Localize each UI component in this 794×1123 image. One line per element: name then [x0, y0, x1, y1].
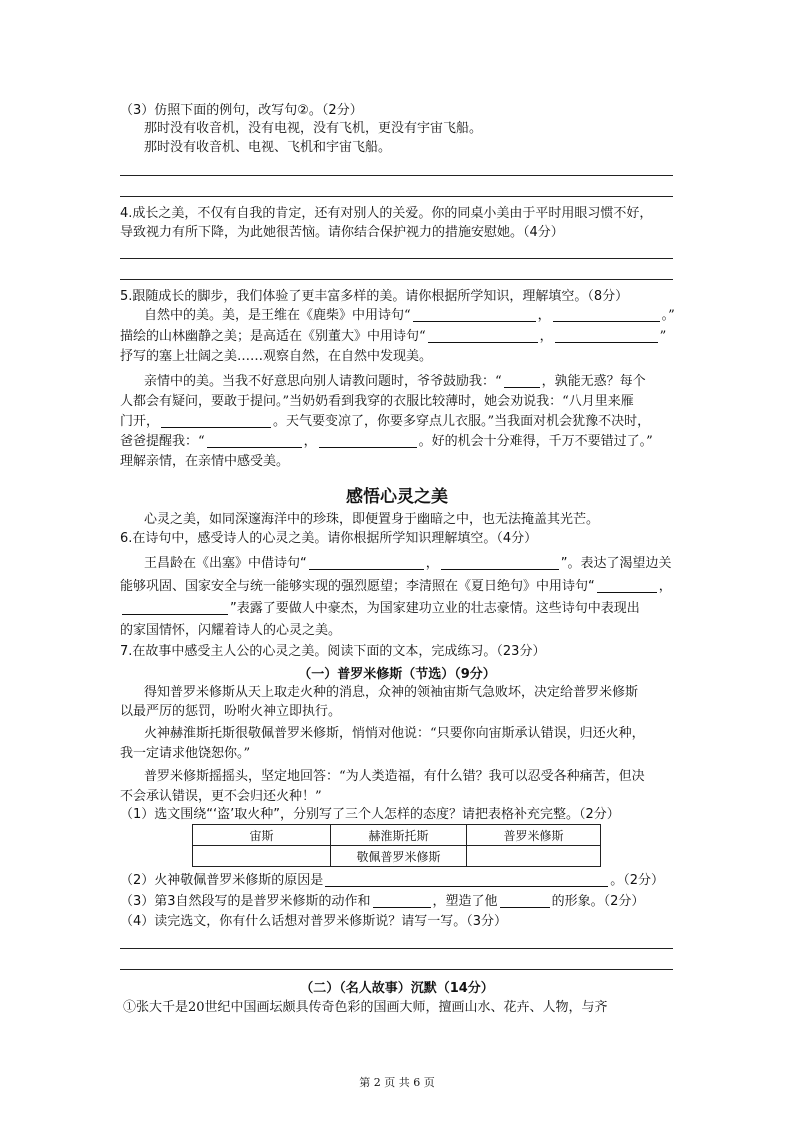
- q6-line-3: [120, 578, 672, 596]
- fill-blank[interactable]: [413, 307, 536, 322]
- q6-line-2: [144, 555, 672, 573]
- q7-p3a: 普罗米修斯摇摇头，坚定地回答：“为人类造福，有什么错？我可以忍受各种痛苦，但决: [144, 769, 645, 784]
- q5-text: ，: [537, 308, 551, 323]
- answer-line[interactable]: [120, 279, 673, 280]
- q5-text: 门开，: [120, 414, 160, 429]
- fill-blank[interactable]: [428, 328, 538, 343]
- q5-line-1: 5.跟随成长的脚步，我们体验了更丰富多样的美。请你根据所学知识，理解填空。（8分）: [120, 289, 629, 304]
- q6-text: ，: [658, 579, 672, 594]
- fill-blank[interactable]: [500, 893, 550, 908]
- fill-blank[interactable]: [161, 413, 271, 428]
- part1-title: （一）普罗米修斯（节选）（9分）: [298, 667, 496, 682]
- q7-p1a: 得知普罗米修斯从天上取走火种的消息，众神的领袖宙斯气急败坏，决定给普罗米修斯: [144, 685, 639, 700]
- q5-line-8: [120, 433, 653, 451]
- q7-text: （2）火神敬佩普罗米修斯的原因是: [120, 873, 324, 888]
- answer-line[interactable]: [120, 196, 673, 197]
- q7-text: 。（2分）: [610, 873, 665, 888]
- fill-blank[interactable]: [504, 373, 540, 388]
- q7-p4: ①张大千是20世纪中国画坛颇具传奇色彩的国画大师，擅画山水、花卉、人物，与齐: [123, 1000, 608, 1015]
- q7-p2a: 火神赫淮斯托斯很敬佩普罗米修斯，悄悄对他说：“只要你向宙斯承认错误，归还火种，: [144, 726, 645, 741]
- page-footer: 第 2 页 共 6 页: [359, 1076, 435, 1089]
- q5-text: 描绘的山林幽静之美；是高适在《别董大》中用诗句“: [120, 329, 426, 344]
- q7-sub-1: （1）选文围绕“‘盗’取火种”，分别写了三个人怎样的态度？请把表格补充完整。（2分）: [120, 807, 620, 822]
- fill-blank[interactable]: [373, 893, 431, 908]
- q7-sub-3: [120, 893, 644, 911]
- fill-blank[interactable]: [319, 433, 417, 448]
- q6-line-5: 的家国情怀，闪耀着诗人的心灵之美。: [120, 623, 342, 638]
- q5-line-7: [120, 413, 650, 431]
- answer-line[interactable]: [120, 258, 673, 259]
- q7-text: 的形象。（2分）: [551, 894, 645, 909]
- q5-text: ，孰能无惑？每个: [541, 374, 646, 389]
- q5-text: 自然中的美。美，是王维在《鹿柴》中用诗句“: [144, 308, 411, 323]
- table-header-hephaestus: 赫淮斯托斯: [331, 825, 467, 846]
- q5-line-5: [144, 373, 646, 391]
- section-title: 感悟心灵之美: [346, 487, 448, 507]
- q5-text: 。天气要变凉了，你要多穿点儿衣服。”当我面对机会犹豫不决时，: [273, 414, 651, 429]
- q5-text: ，: [539, 329, 553, 344]
- q7-line-1: 7.在故事中感受主人公的心灵之美。阅读下面的文本，完成练习。（23分）: [120, 644, 546, 659]
- q5-line-3: [120, 328, 666, 346]
- table-cell-answer[interactable]: [467, 846, 601, 867]
- fill-blank[interactable]: [597, 578, 657, 593]
- q5-text: 爸爸提醒我：“: [120, 434, 205, 449]
- answer-line[interactable]: [120, 969, 673, 970]
- q7-p2b: 我一定请求他饶恕你。”: [120, 746, 251, 761]
- q5-text: ，: [303, 434, 317, 449]
- q6-text: ，: [425, 556, 439, 571]
- table-row: [193, 825, 601, 846]
- table-cell-answer[interactable]: [193, 846, 331, 867]
- q5-line-2: [144, 307, 675, 325]
- answer-line[interactable]: [120, 948, 673, 949]
- q6-text: 王昌龄在《出塞》中借诗句“: [144, 556, 307, 571]
- table-row: [193, 846, 601, 867]
- q7-p1b: 以最严厉的惩罚，吩咐火神立即执行。: [120, 704, 342, 719]
- section-intro: 心灵之美，如同深邃海洋中的珍珠，即便置身于幽暗之中，也无法掩盖其光芒。: [144, 512, 600, 527]
- fill-blank[interactable]: [122, 600, 228, 615]
- table-header-prometheus: 普罗米修斯: [467, 825, 601, 846]
- q7-sub-4: （4）读完选文，你有什么话想对普罗米修斯说？请写一写。（3分）: [120, 914, 508, 929]
- q4-line-1: 4.成长之美，不仅有自我的肯定，还有对别人的关爱。你的同桌小美由于平时用眼习惯不好，: [120, 206, 653, 221]
- q5-line-6: 人都会有疑问，要敢于提问。”当奶奶看到我穿的衣服比较薄时，她会劝说我：“八月里来雁: [120, 394, 634, 409]
- q7-sub-2: [120, 872, 664, 890]
- answer-line[interactable]: [120, 175, 673, 176]
- q4-line-2: 导致视力有所下降，为此她很苦恼。请你结合保护视力的措施安慰她。（4分）: [120, 225, 564, 240]
- fill-blank[interactable]: [553, 307, 660, 322]
- q7-text: （3）第3自然段写的是普罗米修斯的动作和: [120, 894, 371, 909]
- q3-prompt: （3）仿照下面的例句，改写句②。（2分）: [120, 103, 363, 118]
- fill-blank[interactable]: [309, 555, 424, 570]
- q6-text: 能够巩固、国家安全与统一能够实现的强烈愿望；李清照在《夏日绝句》中用诗句“: [120, 579, 595, 594]
- q3-example-1: 那时没有收音机，没有电视，没有飞机，更没有宇宙飞船。: [144, 121, 483, 136]
- part2-title: （二）（名人故事）沉默（14分）: [300, 981, 494, 996]
- fill-blank[interactable]: [441, 555, 559, 570]
- answer-table: [192, 824, 601, 867]
- fill-blank[interactable]: [207, 433, 302, 448]
- table-header-zeus: 宙斯: [193, 825, 331, 846]
- q5-line-9: 理解亲情，在亲情中感受美。: [120, 454, 290, 469]
- fill-blank[interactable]: [555, 328, 658, 343]
- q5-text: 。好的机会十分难得，千万不要错过了。”: [418, 434, 653, 449]
- q5-text: 亲情中的美。当我不好意思向别人请教问题时，爷爷鼓励我：“: [144, 374, 502, 389]
- q6-text: ”表露了要做人中豪杰，为国家建功立业的壮志豪情。这些诗句中表现出: [230, 601, 640, 616]
- q6-line-4: [120, 600, 640, 618]
- q5-text: 。”: [661, 308, 675, 323]
- q6-text: ”。表达了渴望边关: [560, 556, 672, 571]
- q7-p3b: 不会承认错误，更不会归还火种！”: [120, 789, 322, 804]
- q3-example-2: 那时没有收音机、电视、飞机和宇宙飞船。: [144, 140, 392, 155]
- q6-line-1: 6.在诗句中，感受诗人的心灵之美。请你根据所学知识理解填空。（4分）: [120, 531, 538, 546]
- q7-text: ，塑造了他: [432, 894, 498, 909]
- fill-blank[interactable]: [325, 872, 608, 887]
- table-cell-hephaestus: 敬佩普罗米修斯: [331, 846, 467, 867]
- q5-text: ”: [659, 329, 667, 344]
- q5-line-4: 抒写的塞上壮阔之美……观察自然，在自然中发现美。: [120, 349, 433, 364]
